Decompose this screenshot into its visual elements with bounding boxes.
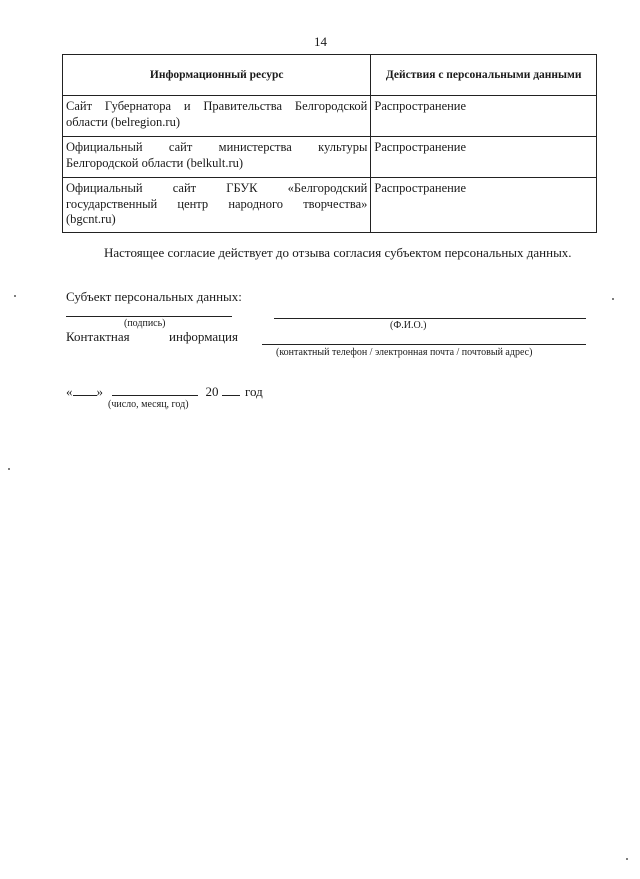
month-field[interactable] (112, 383, 198, 396)
resource-cell: Официальный сайт министерства культуры Белгородской области (belkult.ru) (63, 137, 371, 178)
action-cell: Распространение (371, 96, 597, 137)
resource-cell: Сайт Губернатора и Правительства Белгородской области (belregion.ru) (63, 96, 371, 137)
contact-label-word1: Контактная (66, 329, 130, 344)
table-row (63, 96, 597, 137)
year-prefix: 20 (205, 384, 219, 399)
date-caption: (число, месяц, год) (108, 399, 189, 410)
scan-speck (8, 468, 10, 470)
contact-label (66, 329, 238, 345)
date-row (66, 383, 263, 400)
column-header-actions: Действия с персональными данными (371, 55, 597, 96)
contact-label-word2: информация (169, 329, 238, 344)
day-field[interactable] (73, 383, 97, 396)
signature-caption: (подпись) (124, 318, 166, 329)
action-cell: Распространение (371, 178, 597, 233)
table-header-row (63, 55, 597, 96)
page-number: 14 (314, 34, 327, 49)
column-header-resource: Информационный ресурс (63, 55, 371, 96)
full-name-line[interactable] (274, 318, 586, 319)
resource-cell: Официальный сайт ГБУК «Белгородский государственный центр народного творчества» (bgcnt.ru) (63, 178, 371, 233)
year-suffix: год (245, 384, 263, 399)
consent-text: Настоящее согласие действует до отзыва согласия субъектом персональных данных. (104, 245, 572, 260)
contact-caption: (контактный телефон / электронная почта / почтовый адрес) (276, 347, 533, 358)
subject-label: Субъект персональных данных: (66, 289, 242, 304)
table-row (63, 137, 597, 178)
date-open-quote: « (66, 384, 73, 399)
table-row (63, 178, 597, 233)
full-name-caption: (Ф.И.О.) (390, 320, 427, 331)
contact-line[interactable] (262, 344, 586, 345)
scan-speck (612, 298, 614, 300)
resources-table (62, 54, 597, 233)
signature-line[interactable] (66, 316, 232, 317)
action-cell: Распространение (371, 137, 597, 178)
date-close-quote: » (96, 384, 103, 399)
year-field[interactable] (222, 383, 240, 396)
scan-speck (14, 295, 16, 297)
scan-speck (626, 858, 628, 860)
